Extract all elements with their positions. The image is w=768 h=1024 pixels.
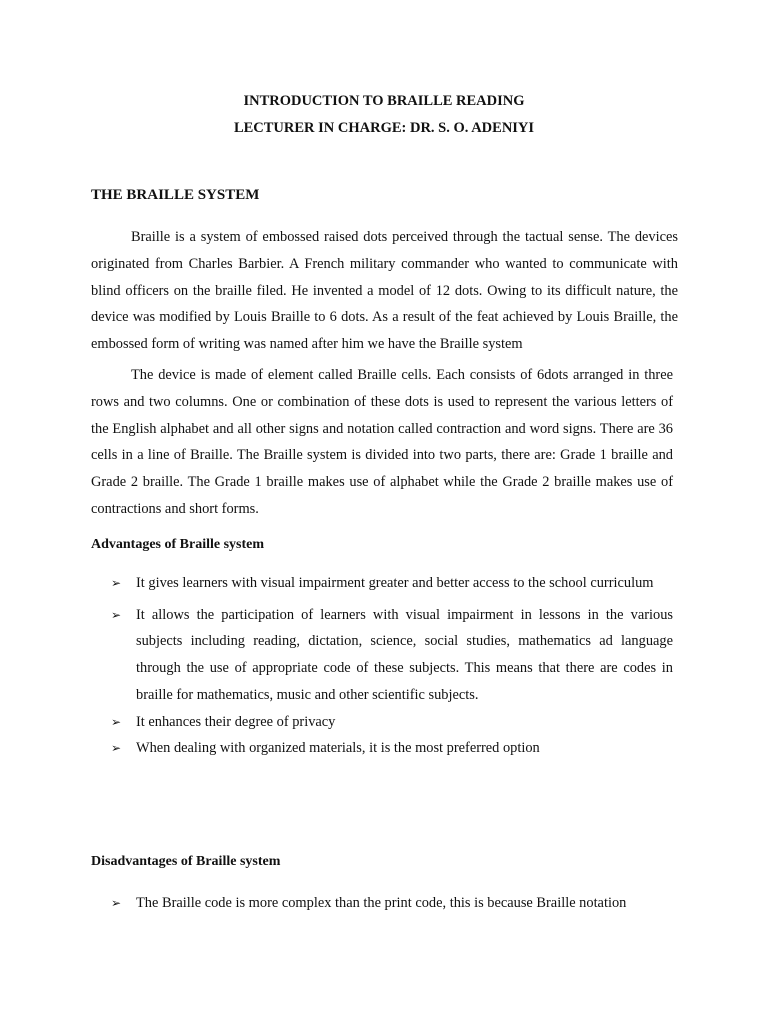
list-item-text: It gives learners with visual impairment greater and better access to the school curriculum [136,575,654,591]
paragraph-history: Braille is a system of embossed raised dots perceived through the tactual sense. The devices originated from Charles Barbier. A French military commander who wanted to communicate with blind officers on the braille filed. He invented a model of 12 dots. Owing to its difficult nature, the device was modified by Louis Braille to 6 dots. As a result of the feat achieved by Louis Braille, the embossed form of writing was named after him we have the Braille system [91,229,678,353]
arrowhead-bullet-icon: ➢ [111,607,122,622]
list-item [0,709,673,736]
arrowhead-bullet-icon: ➢ [111,714,122,729]
section-heading-braille-system: THE BRAILLE SYSTEM [91,187,260,203]
list-item-text: The Braille code is more complex than the print code, this is because Braille notation [136,895,627,911]
list-item [0,890,673,917]
arrowhead-bullet-icon: ➢ [111,896,122,910]
list-item [0,570,673,597]
arrowhead-bullet-icon: ➢ [111,576,122,590]
document-title: INTRODUCTION TO BRAILLE READING [243,93,525,109]
disadvantages-heading: Disadvantages of Braille system [91,854,281,869]
list-item-text: It enhances their degree of privacy [136,713,336,730]
paragraph-braille-cells: The device is made of element called Braille cells. Each consists of 6dots arranged in three rows and two columns. One or combination of these dots is used to represent the various letters of the English alphabet and all other signs and notation called contraction and word signs. There are 36 cells in a line of Braille. The Braille system is divided into two parts, there are: Grade 1 braille and Grade 2 braille. The Grade 1 braille makes use of alphabet while the Grade 2 braille makes use of contractions and short forms. [91,367,673,517]
advantages-heading: Advantages of Braille system [91,537,265,552]
disadvantages-list [0,890,673,917]
list-item-text: It allows the participation of learners with visual impairment in lessons in the various subjects including reading, dictation, science, social studies, mathematics ad language through the use of appropriate code of these subjects. This means that there are codes in braille for mathematics, music and other scientific subjects. [136,606,673,703]
lecturer-line: LECTURER IN CHARGE: DR. S. O. ADENIYI [233,120,535,136]
arrowhead-bullet-icon: ➢ [111,741,122,756]
advantages-list [0,570,673,762]
list-item [0,602,673,709]
list-item-text: When dealing with organized materials, it is the most preferred option [136,740,540,757]
list-item [0,735,673,762]
